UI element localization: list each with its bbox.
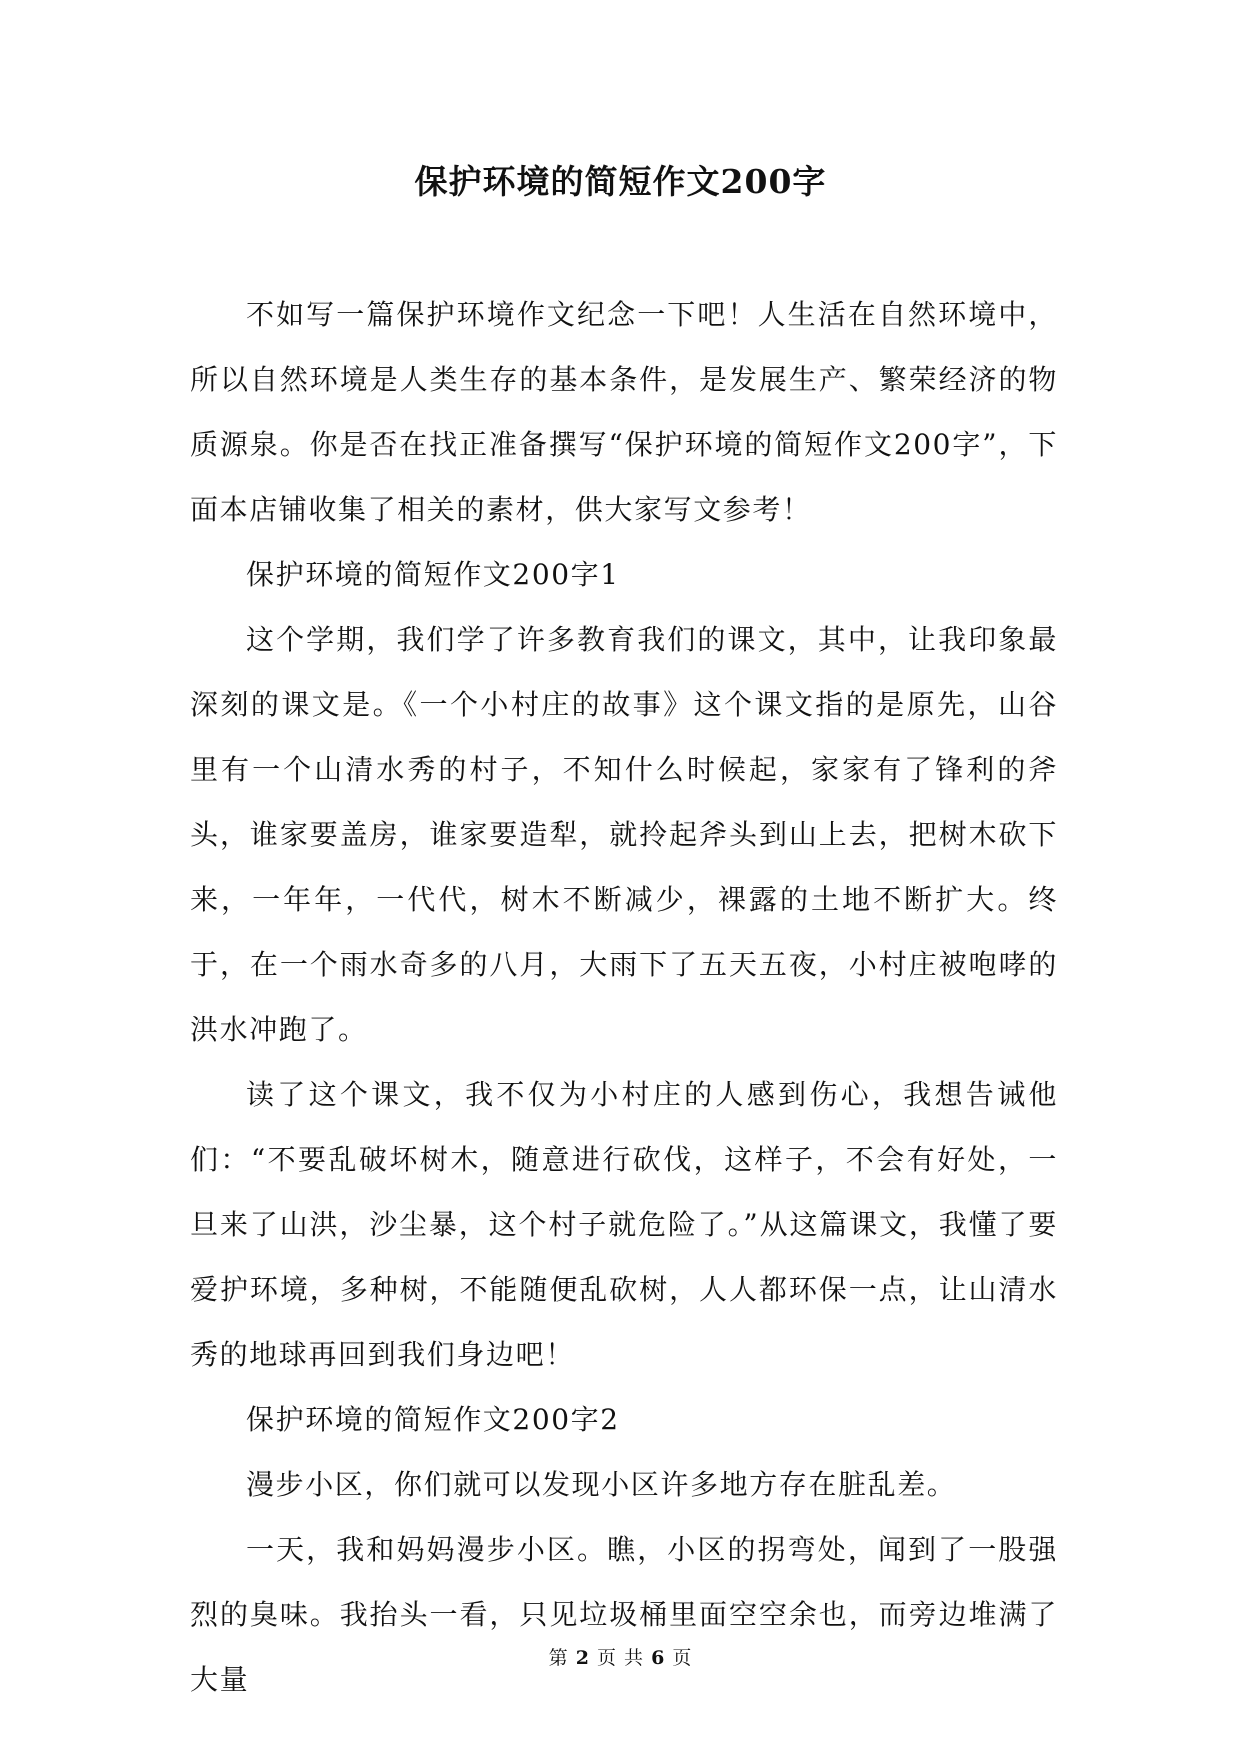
total-page-number: 6 xyxy=(651,1647,666,1669)
essay-2-heading: 保护环境的简短作文200字2 xyxy=(246,1403,620,1436)
essay-2-paragraph-2: 一天，我和妈妈漫步小区。瞧，小区的拐弯处，闻到了一股强烈的臭味。我抬头一看，只见垃圾桶里面空空余也，而旁边堆满了大量 xyxy=(190,1533,1058,1696)
page-footer xyxy=(0,1646,1241,1670)
current-page-number: 2 xyxy=(575,1647,590,1669)
intro-paragraph: 不如写一篇保护环境作文纪念一下吧！人生活在自然环境中，所以自然环境是人类生存的基本条件，是发展生产、繁荣经济的物质源泉。你是否在找正准备撰写“保护环境的简短作文200字”，下面本店铺收集了相关的素材，供大家写文参考！ xyxy=(190,298,1058,526)
document-body xyxy=(190,282,1058,1712)
essay-1-paragraph-2: 读了这个课文，我不仅为小村庄的人感到伤心，我想告诫他们：“不要乱破坏树木，随意进行砍伐，这样子，不会有好处，一旦来了山洪，沙尘暴，这个村子就危险了。”从这篇课文，我懂了要爱护环境，多种树，不能随便乱砍树，人人都环保一点，让山清水秀的地球再回到我们身边吧！ xyxy=(190,1078,1058,1371)
essay-1-heading: 保护环境的简短作文200字1 xyxy=(246,558,620,591)
essay-2-paragraph-1: 漫步小区，你们就可以发现小区许多地方存在脏乱差。 xyxy=(246,1468,957,1501)
footer-prefix: 第 xyxy=(548,1647,569,1669)
footer-middle: 页 共 xyxy=(596,1647,645,1669)
footer-suffix: 页 xyxy=(672,1647,693,1669)
essay-1-paragraph-1: 这个学期，我们学了许多教育我们的课文，其中，让我印象最深刻的课文是。《一个小村庄的故事》这个课文指的是原先，山谷里有一个山清水秀的村子，不知什么时候起，家家有了锋利的斧头，谁家要盖房，谁家要造犁，就拎起斧头到山上去，把树木砍下来，一年年，一代代，树木不断减少，裸露的土地不断扩大。终于，在一个雨水奇多的八月，大雨下了五天五夜，小村庄被咆哮的洪水冲跑了。 xyxy=(190,623,1058,1046)
document-title: 保护环境的简短作文200字 xyxy=(414,162,827,201)
